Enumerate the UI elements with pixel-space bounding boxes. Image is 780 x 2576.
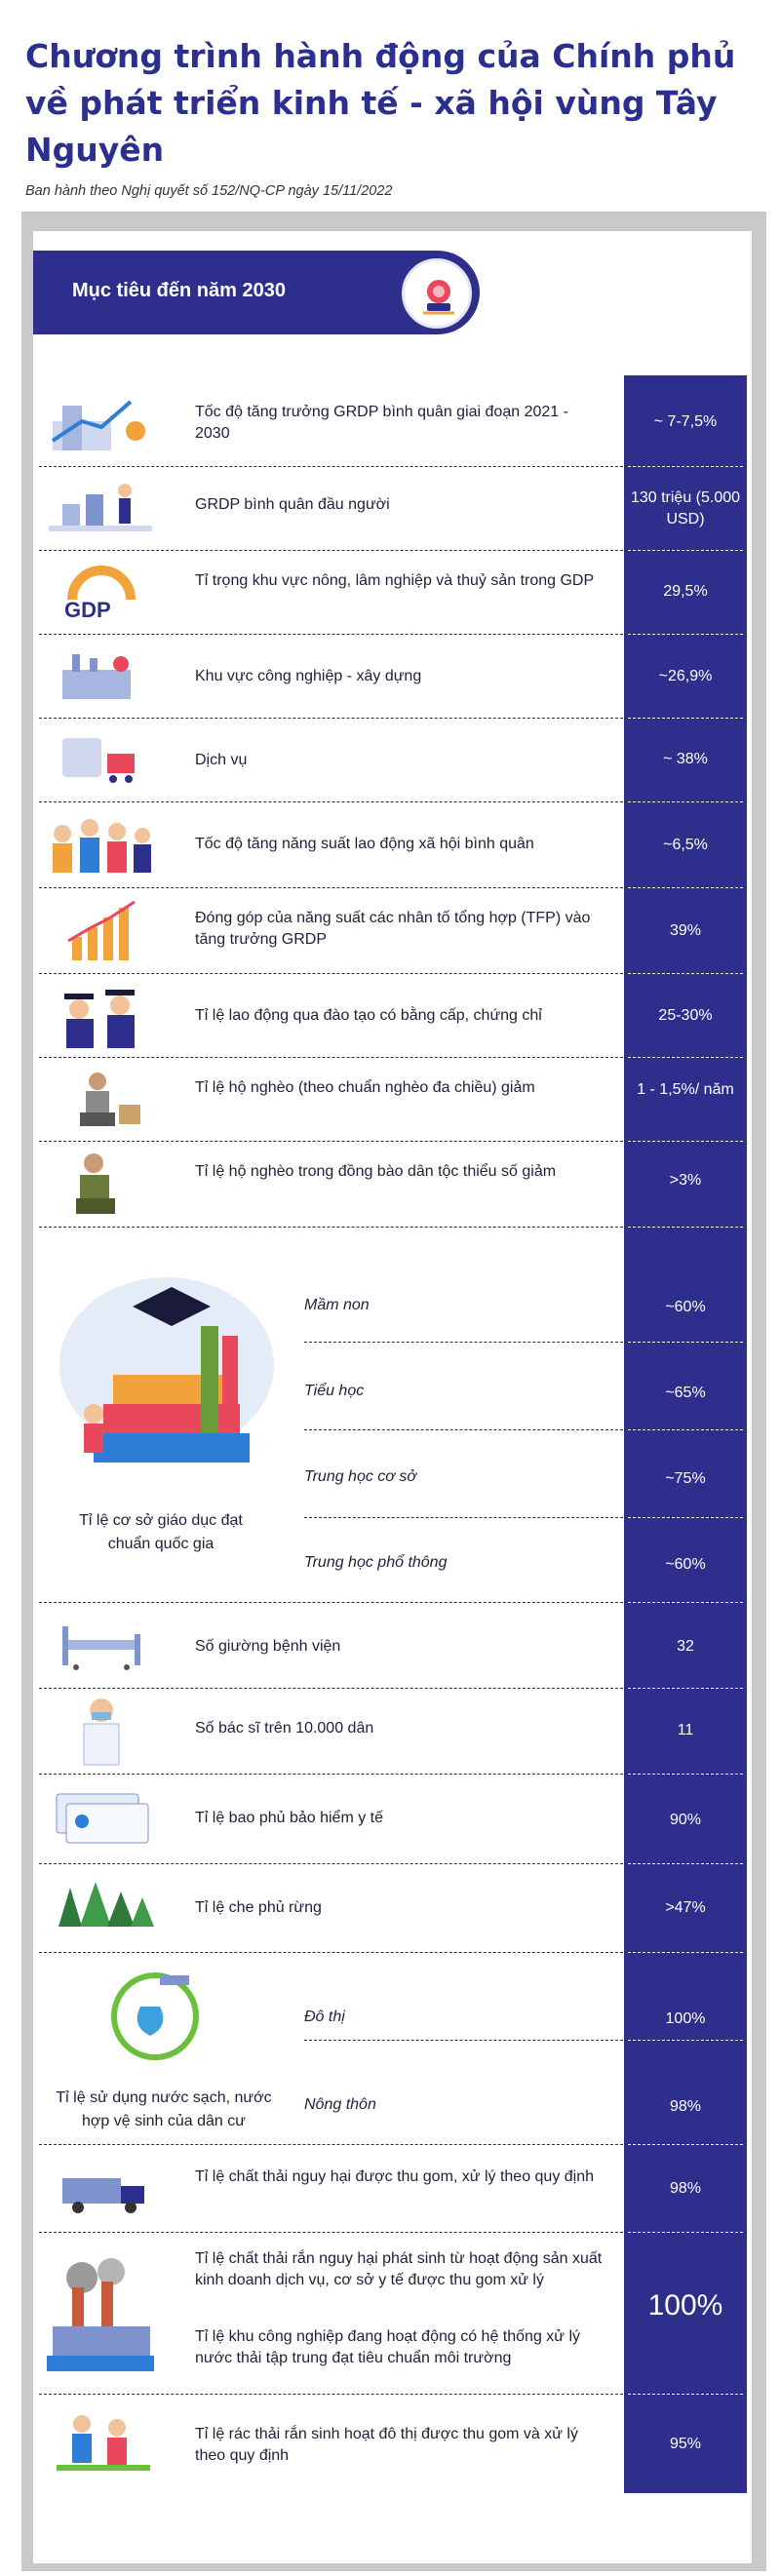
- poor-man-icon: [43, 1068, 158, 1130]
- row-label: Số giường bệnh viện: [195, 1638, 341, 1655]
- water-item-label: Đô thị: [304, 2009, 345, 2025]
- value-divider: [628, 2394, 743, 2395]
- education-item-label: Tiểu học: [304, 1383, 365, 1399]
- row-value: 29,5%: [663, 583, 708, 600]
- row-doctors: [39, 1689, 628, 1775]
- graduates-icon: [43, 982, 158, 1050]
- row-grdp-growth: [39, 380, 628, 467]
- water-item-label: Nông thôn: [304, 2096, 376, 2113]
- workers-icon: [43, 810, 158, 878]
- banner-title: Mục tiêu đến năm 2030: [72, 280, 286, 301]
- value-divider: [628, 2232, 743, 2233]
- row-value: ~26,9%: [658, 668, 713, 684]
- row-labor-productivity: [39, 802, 628, 888]
- value-divider: [628, 1057, 743, 1058]
- education-group: [39, 1228, 628, 1603]
- row-value: ~6,5%: [663, 837, 708, 853]
- row-value: >47%: [665, 1899, 706, 1916]
- row-value: 25-30%: [658, 1007, 713, 1024]
- value-column: [624, 375, 747, 2493]
- row-value: 1 - 1,5%/ năm: [637, 1081, 734, 1098]
- row-value-large: 100%: [647, 2289, 723, 2322]
- row-ethnic-poverty: [39, 1142, 628, 1228]
- row-trained-labor: [39, 974, 628, 1058]
- gdp-icon: [43, 561, 158, 623]
- row-poverty: [39, 1058, 628, 1142]
- row-label: Tỉ lệ rác thải rắn sinh hoạt đô thị được thu gom và xử lý theo quy định: [195, 2426, 578, 2464]
- page-title: Chương trình hành động của Chính phủ về phát triển kinh tế - xã hội vùng Tây Nguyên: [25, 37, 736, 169]
- row-label: Số bác sĩ trên 10.000 dân: [195, 1720, 374, 1737]
- row-value: ~ 7-7,5%: [653, 413, 718, 430]
- value-divider: [628, 2144, 743, 2145]
- education-item-label: Trung học cơ sở: [304, 1468, 417, 1485]
- water-item-value: 100%: [665, 2010, 706, 2027]
- row-urban-waste: [39, 2395, 628, 2493]
- logo: [402, 258, 472, 329]
- factory-icon: [43, 646, 158, 705]
- education-item-label: Trung học phổ thông: [304, 1554, 448, 1571]
- recycling-people-icon: [43, 2410, 158, 2475]
- row-label: Đóng góp của năng suất các nhân tố tổng hợp (TFP) vào tăng trưởng GRDP: [195, 910, 591, 948]
- hospital-bed-icon: [43, 1617, 158, 1671]
- row-label: Tỉ lệ hộ nghèo (theo chuẩn nghèo đa chiều) giảm: [195, 1079, 535, 1096]
- growth-chart-icon: [43, 392, 158, 454]
- education-item-value: ~60%: [665, 1556, 706, 1573]
- row-label: Tỉ trọng khu vực nông, lâm nghiệp và thuỷ sản trong GDP: [195, 572, 595, 589]
- row-hospital-beds: [39, 1603, 628, 1689]
- value-divider: [628, 801, 743, 802]
- row-label: Tốc độ tăng trưởng GRDP bình quân giai đoạn 2021 - 2030: [195, 404, 568, 442]
- row-label: Tỉ lệ hộ nghèo trong đồng bào dân tộc thiểu số giảm: [195, 1163, 557, 1180]
- value-divider: [628, 973, 743, 974]
- row-value: >3%: [669, 1172, 702, 1189]
- row-grdp-per-capita: [39, 467, 628, 551]
- row-label: Tỉ lệ bao phủ bảo hiểm y tế: [195, 1810, 384, 1826]
- svg-text:GDP: GDP: [64, 598, 111, 622]
- water-group: [39, 1953, 628, 2145]
- row-solid-waste-industrial: [39, 2233, 628, 2395]
- water-item-value: 98%: [669, 2098, 702, 2115]
- page-subtitle: Ban hành theo Nghị quyết số 152/NQ-CP ngày 15/11/2022: [25, 183, 393, 199]
- row-value: 130 triệu (5.000 USD): [630, 489, 741, 527]
- row-hazardous-waste: [39, 2145, 628, 2233]
- value-divider: [628, 550, 743, 551]
- row-label: Tỉ lệ che phủ rừng: [195, 1899, 322, 1916]
- shopping-cart-icon: [43, 728, 158, 791]
- row-industry: [39, 635, 628, 719]
- row-label: Tỉ lệ khu công nghiệp đang hoạt động có hệ thống xử lý nước thải tập trung đạt tiêu chuẩn môi trường: [195, 2328, 580, 2366]
- value-divider: [628, 1429, 743, 1430]
- value-divider: [628, 1602, 743, 1603]
- row-value: ~ 38%: [663, 751, 708, 767]
- row-label: Khu vực công nghiệp - xây dựng: [195, 668, 422, 684]
- row-tfp: [39, 888, 628, 974]
- bar-chart-icon: [43, 898, 158, 962]
- value-divider: [628, 1688, 743, 1689]
- value-divider: [628, 1141, 743, 1142]
- row-label: Tỉ lệ chất thải rắn nguy hại phát sinh từ hoạt động sản xuất kinh doanh dịch vụ, cơ sở y tế được thu gom xử lý: [195, 2250, 603, 2288]
- money-person-icon: [43, 477, 158, 539]
- row-health-insurance: [39, 1775, 628, 1864]
- row-label: Tỉ lệ chất thải nguy hại được thu gom, xử lý theo quy định: [195, 2168, 595, 2185]
- row-agri-share: [39, 551, 628, 635]
- forest-icon: [43, 1878, 158, 1936]
- value-divider: [628, 2040, 743, 2041]
- emblem-icon: [419, 274, 458, 317]
- insurance-card-icon: [43, 1786, 158, 1849]
- value-divider: [628, 1952, 743, 1953]
- row-value: 32: [677, 1638, 694, 1655]
- education-item-value: ~60%: [665, 1299, 706, 1315]
- row-value: 98%: [669, 2180, 702, 2197]
- row-label: Tốc độ tăng năng suất lao động xã hội bình quân: [195, 836, 534, 852]
- education-item-value: ~65%: [665, 1385, 706, 1401]
- value-divider: [628, 634, 743, 635]
- value-divider: [628, 1517, 743, 1518]
- row-value: 95%: [669, 2436, 702, 2452]
- row-value: 90%: [669, 1812, 702, 1828]
- value-divider: [628, 1227, 743, 1228]
- header: [25, 33, 766, 199]
- value-divider: [628, 1863, 743, 1864]
- water-group-label: Tỉ lệ sử dụng nước sạch, nước hợp vệ sinh của dân cư: [56, 2089, 272, 2129]
- value-divider: [628, 887, 743, 888]
- row-value: 39%: [669, 922, 702, 939]
- row-value: 11: [677, 1722, 694, 1738]
- row-services: [39, 719, 628, 802]
- row-label: Dịch vụ: [195, 752, 248, 768]
- doctor-icon: [43, 1695, 158, 1767]
- waste-truck-icon: [43, 2159, 158, 2217]
- row-label: GRDP bình quân đầu người: [195, 496, 390, 513]
- value-divider: [628, 1774, 743, 1775]
- value-divider: [628, 466, 743, 467]
- value-divider: [628, 718, 743, 719]
- sitting-man-icon: [43, 1150, 158, 1218]
- education-item-value: ~75%: [665, 1470, 706, 1487]
- education-group-label: Tỉ lệ cơ sở giáo dục đạt chuẩn quốc gia: [79, 1512, 243, 1552]
- row-forest-cover: [39, 1864, 628, 1953]
- value-divider: [628, 1342, 743, 1343]
- education-item-label: Mầm non: [304, 1297, 370, 1313]
- row-label: Tỉ lệ lao động qua đào tạo có bằng cấp, chứng chỉ: [195, 1007, 542, 1024]
